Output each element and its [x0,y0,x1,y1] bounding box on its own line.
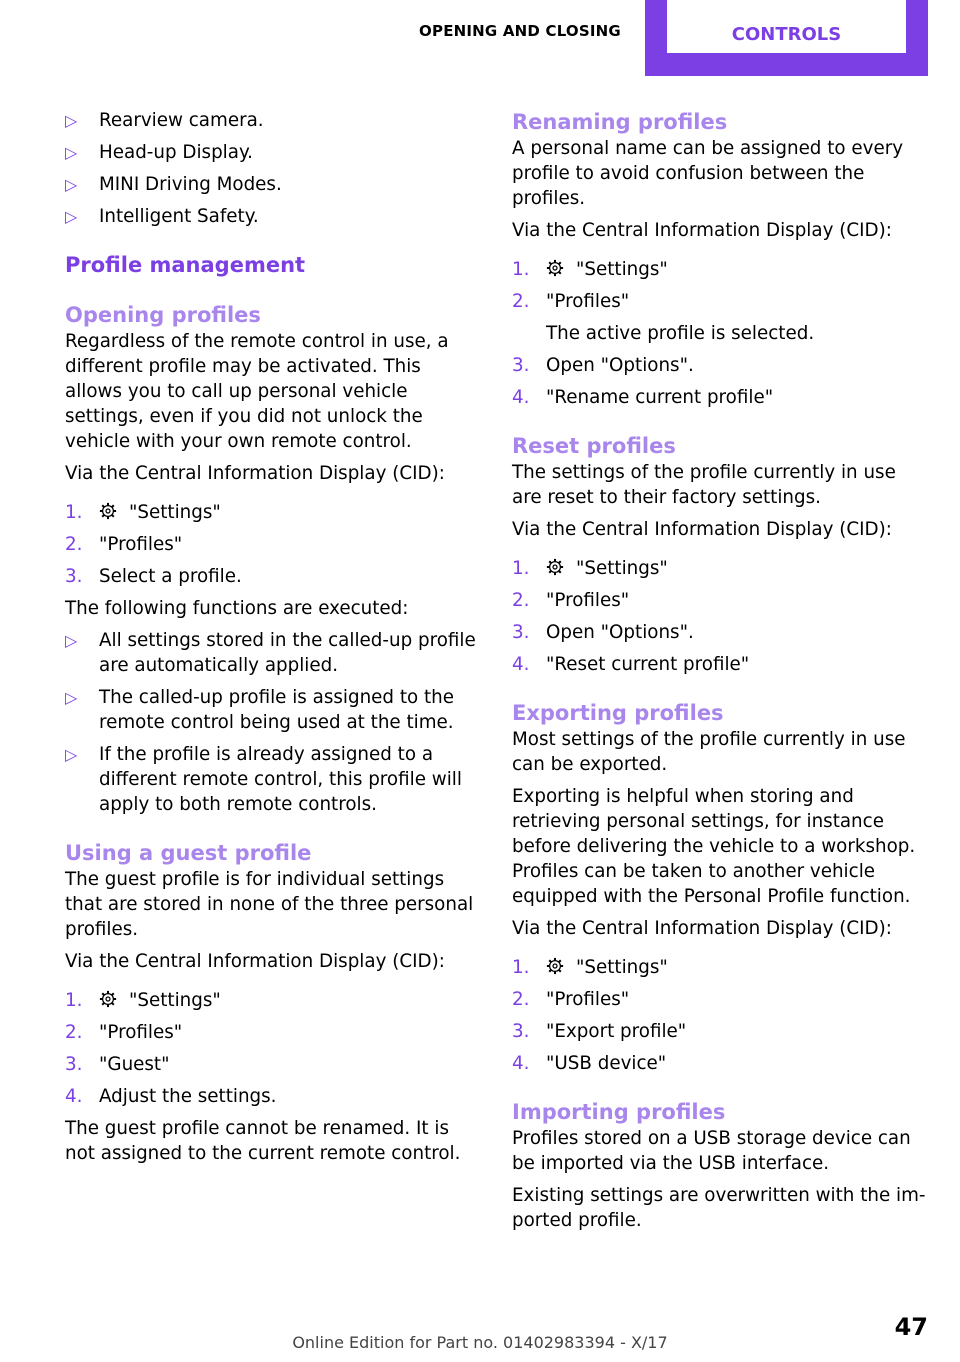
list-item: 4. "Rename current profile" [512,387,774,408]
right-column [512,108,930,1233]
list-item: ▷ The called-up profile is assigned to the remote control being used at the time. [65,687,454,733]
triangle-bullet-icon: ▷ [65,143,78,162]
reset-body: The settings of the profile currently in use are reset to their factory settings. [512,462,896,508]
reset-steps [512,556,930,677]
list-item: 3. Open "Options". [512,355,694,376]
list-item: 4. "USB device" [512,1053,667,1074]
importing-body-1: Profiles stored on a USB storage device can be imported via the USB interface. [512,1128,911,1174]
list-item: 3. "Export profile" [512,1021,687,1042]
list-item: ▷ Intelligent Safety. [65,206,259,227]
left-column [65,108,477,1166]
triangle-bullet-icon: ▷ [65,688,78,707]
list-item: 4. Adjust the settings. [65,1086,277,1107]
heading-importing-profiles: Importing profiles [512,1100,726,1124]
opening-via: Via the Central Information Display (CID): [65,463,445,484]
importing-body-2: Existing settings are overwritten with the imported profile. [512,1185,926,1231]
settings-gear-icon [99,502,117,520]
list-item: 3. "Guest" [65,1054,170,1075]
list-item: 4. "Reset current profile" [512,654,750,675]
guest-note: The guest profile cannot be renamed. It is not assigned to the current remote control. [65,1118,461,1164]
functions-intro: The following functions are executed: [65,598,409,619]
list-item: 2. "Profiles" [65,1022,183,1043]
heading-exporting-profiles: Exporting profiles [512,701,724,725]
settings-gear-icon [546,957,564,975]
triangle-bullet-icon: ▷ [65,111,78,130]
opening-body: Regardless of the remote control in use, a different profile may be activated. This allows you to call up personal vehicle settings, even if you did not unlock the vehicle with your own remote control. [65,331,449,452]
heading-renaming-profiles: Renaming profiles [512,110,728,134]
heading-opening-profiles: Opening profiles [65,303,261,327]
settings-gear-icon [546,259,564,277]
guest-steps [65,988,477,1109]
footer-edition-text: Online Edition for Part no. 01402983394 - X/17 [292,1333,668,1352]
triangle-bullet-icon: ▷ [65,631,78,650]
list-item: ▷ Head-up Display. [65,142,253,163]
triangle-bullet-icon: ▷ [65,207,78,226]
triangle-bullet-icon: ▷ [65,175,78,194]
heading-reset-profiles: Reset profiles [512,434,676,458]
list-item: ▷ If the profile is already assigned to a different remote control, this profile will apply to both remote controls. [65,744,462,815]
opening-steps [65,500,477,589]
exporting-body-1: Most settings of the profile currently in use can be exported. [512,729,906,775]
step-note: The active profile is selected. [546,323,815,344]
guest-via: Via the Central Information Display (CID): [65,951,445,972]
list-item: 1. "Settings" [65,990,221,1011]
header-section-title: OPENING AND CLOSING [419,22,621,40]
list-item: 3. Select a profile. [65,566,242,587]
section-heading-profile-management: Profile management [65,253,306,277]
list-item: ▷ Rearview camera. [65,110,264,131]
list-item: 1. "Settings" [512,957,668,978]
header-tab [645,0,928,76]
list-item: 1. "Settings" [512,259,668,280]
header-tab-label: CONTROLS [667,0,906,53]
settings-gear-icon [99,990,117,1008]
heading-guest-profile: Using a guest profile [65,841,312,865]
guest-body: The guest profile is for individual settings that are stored in none of the three personal profiles. [65,869,474,940]
list-item: ▷ MINI Driving Modes. [65,174,282,195]
list-item: 3. Open "Options". [512,622,694,643]
exporting-steps [512,955,930,1076]
list-item: 2. "Profiles" [65,534,183,555]
list-item: ▷ All settings stored in the called-up profile are automatically applied. [65,630,476,676]
functions-list [65,628,477,817]
settings-gear-icon [546,558,564,576]
renaming-via: Via the Central Information Display (CID): [512,220,892,241]
list-item: 2. "Profiles" [512,989,630,1010]
page-number: 47 [894,1313,928,1341]
reset-via: Via the Central Information Display (CID): [512,519,892,540]
list-item: 2. "Profiles" The active profile is selected. [512,291,815,344]
exporting-body-2: Exporting is helpful when storing and retrieving personal settings, for instance before delivering the vehicle to a workshop. Profiles can be taken to another vehicle equipped with the Personal Profile function. [512,786,916,907]
list-item: 2. "Profiles" [512,590,630,611]
renaming-steps [512,257,930,410]
list-item: 1. "Settings" [65,502,221,523]
intro-bullet-list [65,108,477,229]
list-item: 1. "Settings" [512,558,668,579]
exporting-via: Via the Central Information Display (CID): [512,918,892,939]
triangle-bullet-icon: ▷ [65,745,78,764]
renaming-body: A personal name can be assigned to every profile to avoid confusion between the profiles. [512,138,904,209]
